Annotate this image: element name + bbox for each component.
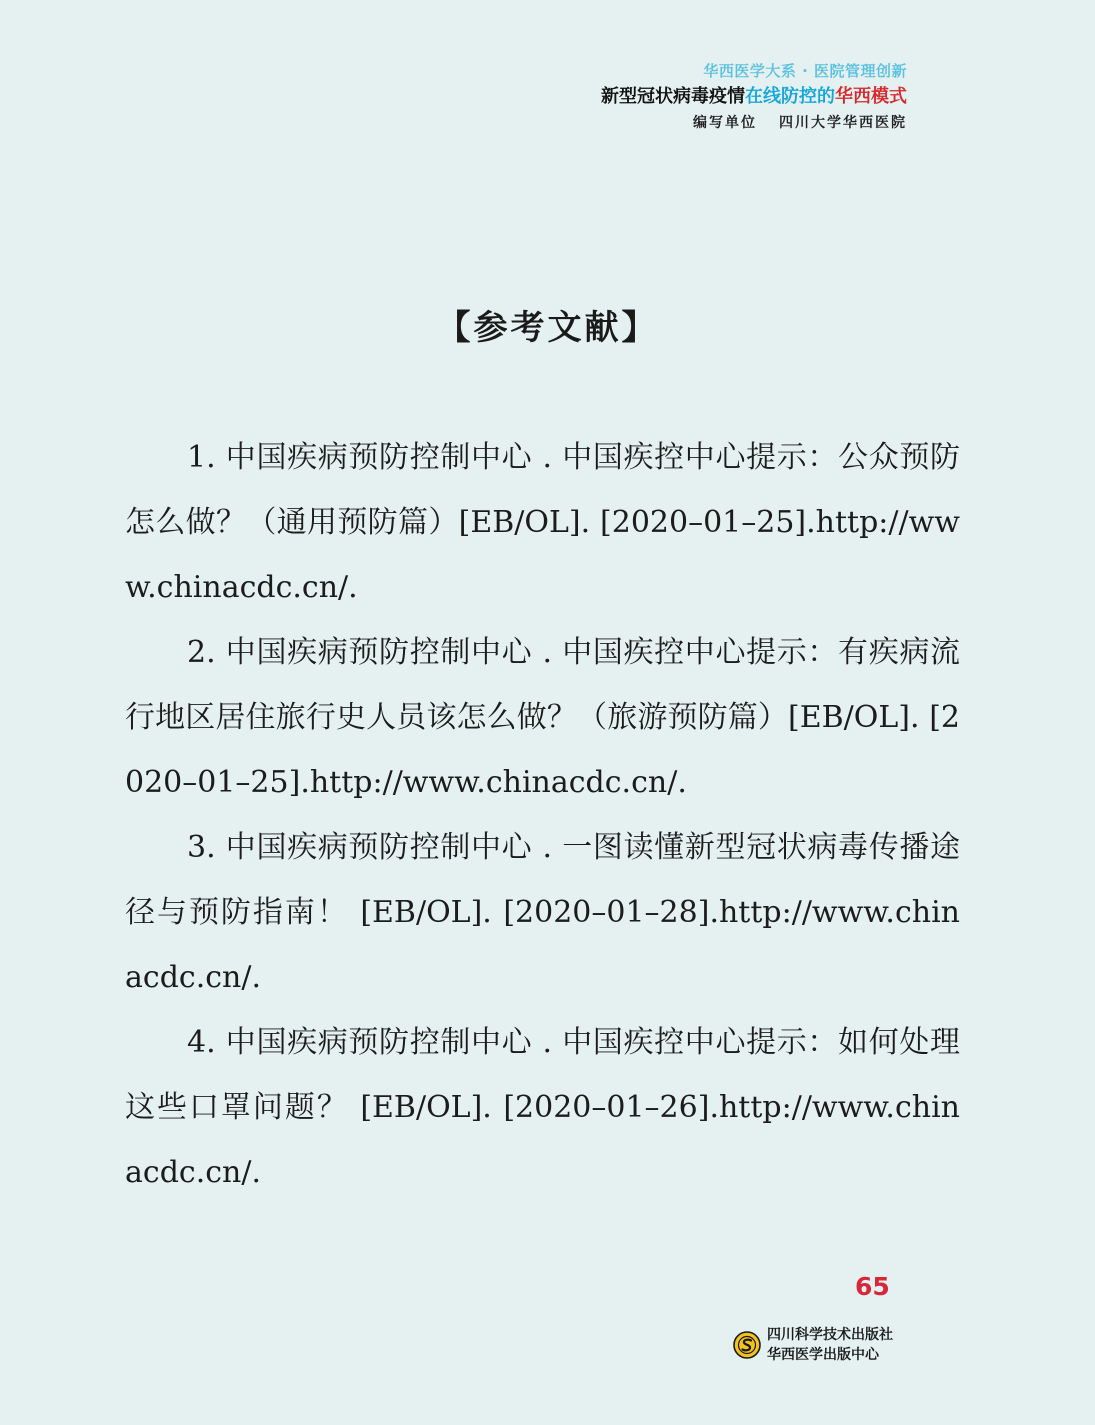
publisher-name-2: 华西医学出版中心 — [767, 1347, 879, 1363]
publisher-logo-icon — [733, 1331, 761, 1359]
section-title: 【参考文献】 — [436, 308, 659, 348]
page-number: 65 — [855, 1272, 890, 1301]
reference-item-3: 3. 中国疾病预防控制中心 . 一图读懂新型冠状病毒传播途径与预防指南！ [EB/OL]. [2020–01–28].http://www.chinacdc.cn/. — [125, 830, 960, 995]
book-title-part3: 华西模式 — [835, 86, 907, 107]
publisher-names — [767, 1325, 893, 1365]
book-title-part2: 在线防控的 — [745, 86, 835, 107]
book-title — [601, 88, 907, 106]
reference-item-1: 1. 中国疾病预防控制中心 . 中国疾控中心提示：公众预防怎么做？（通用预防篇）[EB/OL]. [2020–01–25].http://www.chinacdc.cn/. — [125, 440, 960, 605]
editor-name: 四川大学华西医院 — [779, 115, 907, 131]
editor-line — [601, 116, 907, 130]
publisher-name-1: 四川科学技术出版社 — [767, 1327, 893, 1343]
reference-item-2: 2. 中国疾病预防控制中心 . 中国疾控中心提示：有疾病流行地区居住旅行史人员该怎么做？（旅游预防篇）[EB/OL]. [2020–01–25].http://www.chinacdc.cn/. — [125, 635, 960, 800]
reference-list — [125, 425, 960, 1205]
reference-item-4: 4. 中国疾病预防控制中心 . 中国疾控中心提示：如何处理这些口罩问题？ [EB/OL]. [2020–01–26].http://www.chinacdc.cn/. — [125, 1025, 960, 1190]
running-header — [601, 64, 907, 130]
publisher-block — [733, 1325, 893, 1365]
book-title-part1: 新型冠状病毒疫情 — [601, 86, 745, 107]
series-title: 华西医学大系 · 医院管理创新 — [703, 62, 907, 80]
editor-label: 编写单位 — [693, 115, 757, 131]
